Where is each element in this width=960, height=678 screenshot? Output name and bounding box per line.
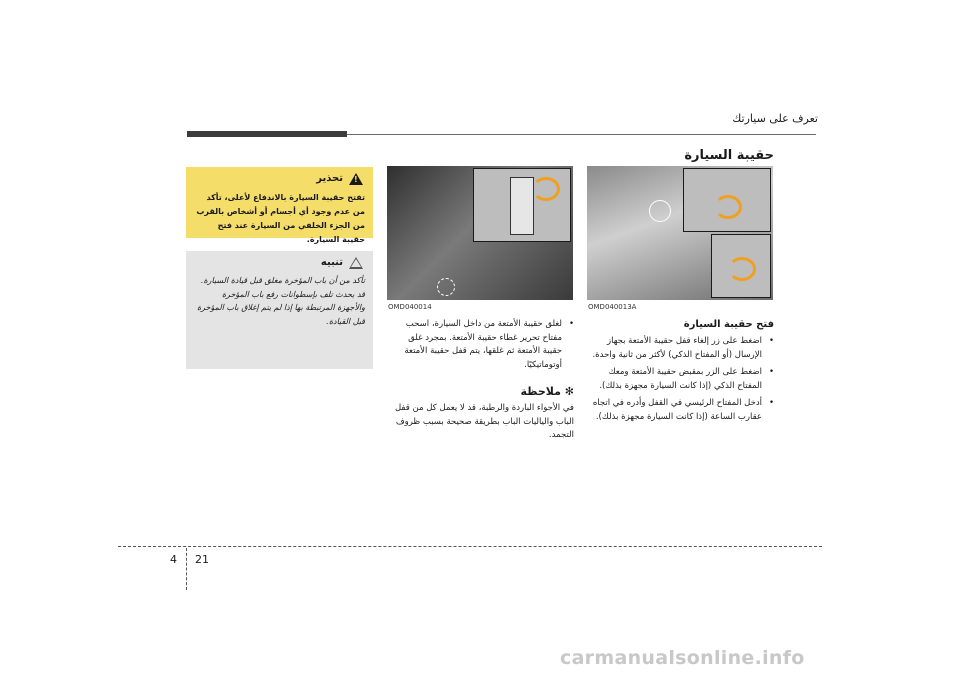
warning-title: تحذير: [316, 173, 343, 184]
chapter-number: 4: [170, 553, 177, 566]
highlight-circle: [437, 278, 455, 296]
turn-arrow-icon: [728, 257, 756, 281]
caution-title: تنبيه: [320, 257, 343, 268]
list-item: • اضغط على الزر بمقبض حقيبة الأمتعة ومعك المفتاح الذكي (إذا كانت السيارة مجهزة بذلك).: [588, 366, 774, 393]
page-number: 21: [195, 553, 209, 566]
image-code: OMD040013A: [588, 303, 637, 311]
note-star-icon: ✻: [560, 385, 574, 398]
footer-rule: [118, 546, 822, 547]
pull-arrow-icon: [532, 177, 560, 201]
press-arrow-icon: [714, 195, 742, 219]
footer-divider: [186, 548, 187, 590]
open-trunk-subtitle: فتح حقيبة السيارة: [683, 319, 774, 330]
release-lever-inset: [473, 168, 571, 242]
key-cylinder-inset: [711, 234, 771, 298]
list-item: • اضغط على زر إلغاء قفل حقيبة الأمتعة بجهاز الإرسال (أو المفتاح الذكي) لأكثر من ثانية واحدة.: [588, 335, 774, 362]
note-text: في الأجواء الباردة والرطبة، قد لا يعمل كل من قفل الباب والياليات الباب بطريقة صحيحة بسبب ظروف التجمد.: [394, 403, 574, 440]
caution-triangle-icon: [349, 257, 363, 269]
watermark: carmanualsonline.info: [560, 647, 805, 669]
trunk-interior-image: [387, 166, 573, 300]
list-item: • أدخل المفتاح الرئيسي في القفل وأدره في اتجاه عقارب الساعة (إذا كانت السيارة مجهزة بذلك).: [588, 397, 774, 424]
warning-box: [186, 167, 373, 244]
warning-text: تفتح حقيبة السيارة بالاندفاع لأعلى، تأكد من عدم وجود أي أجسام أو أشخاص بالقرب من الجزء الخلفي من السيارة عند فتح حقيبة السيارة.: [196, 193, 365, 244]
image-code: OMD040014: [388, 303, 432, 311]
trunk-exterior-image: [587, 166, 773, 300]
caution-text: تأكد من أن باب المؤخرة مغلق قبل قيادة السيارة. قد يحدث تلف بإسطوانات رفع باب المؤخرة والأجهزة المرتبطة بها إذا لم يتم إغلاق باب المؤخرة قبل القيادة.: [196, 276, 365, 326]
chapter-title: تعرف على سيارتك: [732, 112, 818, 125]
caution-box: [186, 251, 373, 369]
warning-triangle-icon: [349, 173, 363, 185]
highlight-circle: [649, 200, 671, 222]
trunk-button-inset: [683, 168, 771, 232]
note-title-text: ملاحظة: [520, 385, 561, 398]
open-trunk-list: [588, 335, 774, 428]
note-title: [390, 385, 574, 398]
close-from-inside-bullet: • لغلق حقيبة الأمتعة من داخل السيارة، اسحب مفتاح تحرير غطاء حقيبة الأمتعة. بمجرد غلق حقيبة الأمتعة ثم غلقها، يتم قفل حقيبة الأمتعة أوتوماتيكيًا.: [390, 318, 574, 372]
header-accent-bar: [187, 131, 347, 137]
section-title: حقيبة السيارة: [684, 148, 774, 163]
